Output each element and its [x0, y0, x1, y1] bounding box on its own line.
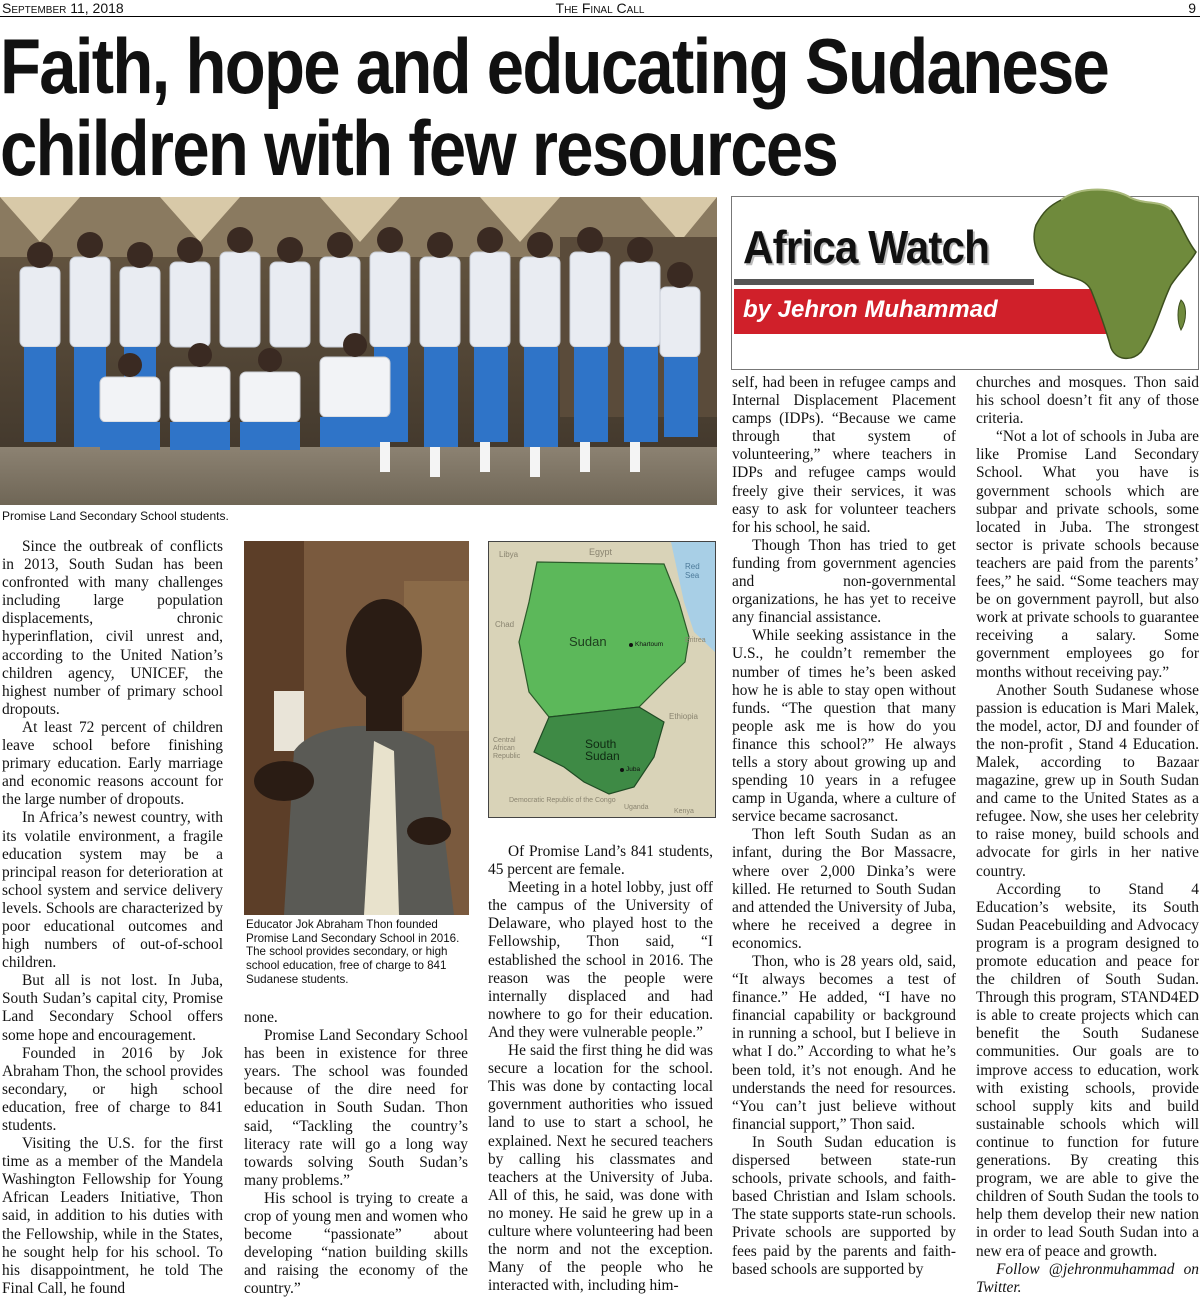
- map-label-libya: Libya: [499, 550, 519, 559]
- article-paragraph: Meeting in a hotel lobby, just off the campus of the University of Delaware, who played host to the Fellowship, Thon said, “I established the school in 2016. The reason was the people were internally displaced and had nowhere to go for their education. And they were vulnerable people.”: [488, 879, 713, 1041]
- headline-line-1: Faith, hope and educating Sudanese: [0, 22, 1109, 110]
- map-label-sudan: Sudan: [569, 634, 607, 649]
- article-paragraph: While seeking assistance in the U.S., he couldn’t remember the number of times he’s been asked how he is able to stay open without funds. “The question that many people ask me is how do you finance this school?” He always tells a story about growing up and spending 10 years in a refugee camp in Uganda, where a culture of service became sacrosanct.: [732, 627, 956, 826]
- map-label-south-sudan: South Sudan: [585, 737, 620, 763]
- students-photo: [0, 197, 717, 505]
- article-paragraph: According to Stand 4 Education’s website, its South Sudan Peacebuilding and Advocacy program is a program designed to promote education and peace for the children of South Sudan. Through this program, STAND4ED is able to create projects which can benefit the South Sudanese communities. Our goals are to improve access to education, work with existing schools, provide school supply kits and build sustainable schools which will continue to function for future generations. By creating this program, we are able to give the children of South Sudan the tools to help them develop their new nation in order to lead South Sudan into a new era of peace and growth.: [976, 880, 1199, 1260]
- sudan-map-graphic: [489, 542, 715, 817]
- article-paragraph: Follow @jehronmuhammad on Twitter.: [976, 1260, 1199, 1296]
- africa-watch-logo: [731, 196, 1200, 370]
- map-label-kenya: Kenya: [674, 808, 694, 815]
- article-paragraph: Thon, who is 28 years old, said, “It always becomes a test of finance.” He added, “I have no financial capability or background in running a school, but I believe in what I do.” According to what he’s been told, it’s not enough. And he understands the need for resources. “You can’t just believe without financial support,” Thon said.: [732, 953, 956, 1133]
- article-paragraph: Visiting the U.S. for the first time as a member of the Mandela Washington Fellowship for Young African Leaders Initiative, Thon said, in addition to his duties with the Fellowship, while in the States, he sought help for his school. To his disappointment, he told The Final Call, he found: [2, 1135, 223, 1297]
- article-paragraph: In South Sudan education is dispersed between state-run schools, private schools, and faith-based Christian and Islam schools. The state supports state-run schools. Private schools are supported by fees paid by the parents and faith-based schools are supported by: [732, 1133, 956, 1278]
- educator-photo: [244, 541, 469, 915]
- article-paragraph: “Not a lot of schools in Juba are like Promise Land Secondary School. What you have is government schools which are subpar and private schools, some located in Juba. The strongest sector is private schools because teachers are paid from the parents’ fees,” he said. “Some teachers may be on government payroll, but also work at private schools to guarantee receiving a salary. Some government employees go for months without receiving pay.”: [976, 428, 1199, 681]
- issue-date: September 11, 2018: [2, 0, 124, 16]
- publication-name: The Final Call: [555, 0, 645, 16]
- article-paragraph: At least 72 percent of children leave school before finishing primary education. Early marriage and economic reasons account for the large number of dropouts.: [2, 718, 223, 809]
- map-label-eritrea: Eritrea: [685, 637, 706, 644]
- article-paragraph: churches and mosques. Thon said his school doesn’t fit any of those criteria.: [976, 374, 1199, 428]
- map-label-khartoum: Khartoum: [635, 641, 664, 648]
- map-label-red-sea: Red Sea: [685, 562, 700, 580]
- page-number: 9: [1188, 0, 1196, 16]
- article-paragraph: Since the outbreak of conflicts in 2013, South Sudan has been confronted with many challenges including large population displacements, chronic hyperinflation, civil unrest and, according to the United Nation’s children agency, UNICEF, the highest number of primary school dropouts.: [2, 538, 223, 718]
- article-paragraph: none.: [244, 1009, 278, 1026]
- article-paragraph: Promise Land Secondary School has been in existence for three years. The school was founded because of the dire need for education in South Sudan. Thon said, “Tackling the country’s literacy rate will go a long way towards solving South Sudan’s many problems.”: [244, 1027, 468, 1189]
- article-paragraph: Though Thon has tried to get funding from government agencies and non-governmental organizations, he has yet to receive any financial assistance.: [732, 536, 956, 627]
- article-column-3: [488, 843, 713, 1295]
- article-column-1: [2, 538, 223, 1298]
- map-label-chad: Chad: [495, 620, 515, 629]
- header-rule: [0, 16, 1200, 17]
- map-label-ethiopia: Ethiopia: [669, 712, 698, 721]
- column-title: Africa Watch: [743, 221, 990, 273]
- article-column-5: [976, 374, 1199, 1297]
- map-label-juba: Juba: [626, 766, 641, 773]
- article-paragraph: He said the first thing he did was secure a location for the school. This was done by contacting local government authorities who issued land to use to start a school, he explained. Next he secured teachers by calling his classmates and teachers at the University of Juba. All of this, he said, was done with no money. He said he grew up in a culture where volunteering had been the norm and not the exception. Many of the people who he interacted with, including him-: [488, 1042, 713, 1295]
- article-paragraph: His school is trying to create a crop of young men and women who become “passionate” about developing “nation building skills and raising the economy of the country.”: [244, 1189, 468, 1298]
- article-paragraph: self, had been in refugee camps and Internal Displacement Placement camps (IDPs). “Because we came through that system of volunteering,” where teachers in IDPs and refugee camps would freely give their services, it was easy to ask for volunteer teachers for his school, he said.: [732, 374, 956, 536]
- article-paragraph: Another South Sudanese whose passion is education is Mari Malek, the model, actor, DJ and founder of the non-profit , Stand 4 Education. Malek, according to Bazaar magazine, grew up in South Sudan and came to the United States as a refugee. Now, she uses her celebrity to raise money, build schools and advocate for girls in her native country.: [976, 681, 1199, 880]
- article-paragraph: Of Promise Land’s 841 students, 45 percent are female.: [488, 843, 713, 879]
- educator-photo-caption: Educator Jok Abraham Thon founded Promise Land Secondary School in 2016. The school provides secondary, or high school education, free of charge to 841 Sudanese students.: [246, 918, 460, 986]
- students-photo-caption: Promise Land Secondary School students.: [2, 509, 229, 523]
- article-paragraph: Thon left South Sudan as an infant, during the Bor Massacre, where over 2,000 Dinka’s were killed. He returned to South Sudan and attended the University of Juba, where he received a degree in economics.: [732, 826, 956, 952]
- article-column-4: [732, 374, 956, 1279]
- sudan-map: [488, 541, 716, 818]
- students-photo-image: [0, 197, 717, 505]
- article-paragraph: But all is not lost. In Juba, South Sudan’s capital city, Promise Land Secondary School offers some hope and encouragement.: [2, 972, 223, 1044]
- map-label-car: Central African Republic: [493, 737, 521, 760]
- educator-photo-image: [244, 541, 469, 915]
- map-label-drc: Democratic Republic of the Congo: [509, 797, 616, 804]
- article-column-2: [244, 1009, 468, 1299]
- map-label-egypt: Egypt: [589, 547, 613, 557]
- map-label-uganda: Uganda: [624, 804, 649, 811]
- article-paragraph: Founded in 2016 by Jok Abraham Thon, the school provides secondary, or high school education, free of charge to 841 students.: [2, 1044, 223, 1134]
- headline-line-2: children with few resources: [0, 104, 838, 192]
- article-paragraph: In Africa’s newest country, with its volatile environment, a fragile education system may be a principal reason for deterioration at school system and service delivery levels. Schools are characterized by poor educational outcomes and high numbers of out-of-school children.: [2, 809, 223, 972]
- africa-map-icon: [1021, 180, 1200, 370]
- title-underline: [734, 279, 1034, 285]
- column-byline: by Jehron Muhammad: [743, 296, 998, 323]
